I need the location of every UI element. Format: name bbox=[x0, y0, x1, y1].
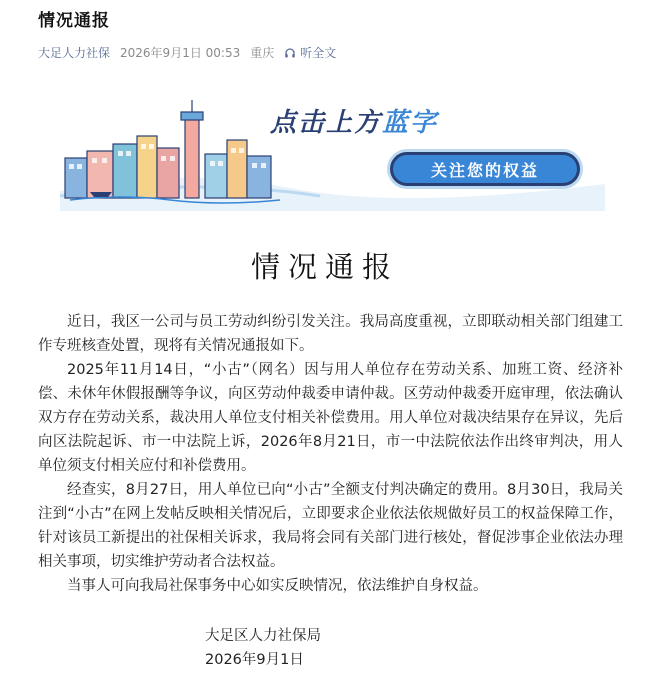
follow-banner[interactable] bbox=[60, 96, 605, 211]
banner-slogan-text: 点击上方 bbox=[270, 108, 383, 138]
notice-body bbox=[38, 310, 623, 598]
paragraph-2: 2025年11月14日，“小古”（网名）因与用人单位存在劳动关系、加班工资、经济补偿、未休年休假报酬等争议，向区劳动仲裁委申请仲裁。区劳动仲裁委开庭审理，依法确认双方存在劳动关系，裁决用人单位支付相关补偿费用。用人单位对裁决结果存在异议，先后向区法院起诉、市一中法院上诉，2026年8月21日，市一中法院依法作出终审判决，用人单位须支付相关应付和补偿费用。 bbox=[38, 362, 623, 474]
paragraph-3: 经查实，8月27日，用人单位已向“小古”全额支付判决确定的费用。8月30日，我局关注到“小古”在网上发帖反映相关情况后，立即要求企业依法依规做好员工的权益保障工作，针对该员工新提出的社保相关诉求，我局将会同有关部门进行核处，督促涉事企业依法办理相关事项，切实维护劳动者合法权益。 bbox=[38, 482, 623, 570]
article-meta bbox=[38, 44, 336, 61]
paragraph-4: 当事人可向我局社保事务中心如实反映情况，依法维护自身权益。 bbox=[67, 578, 488, 594]
account-name-link[interactable]: 大足人力社保 bbox=[38, 46, 111, 60]
headphones-icon bbox=[284, 47, 296, 59]
article-title: 情况通报 bbox=[38, 11, 110, 31]
signature-org: 大足区人力社保局 bbox=[205, 628, 321, 644]
listen-full-text-button[interactable] bbox=[284, 44, 336, 61]
banner-slogan bbox=[270, 102, 438, 139]
paragraph-1: 近日，我区一公司与员工劳动纠纷引发关注。我局高度重视，立即联动相关部门组建工作专班核查处置，现将有关情况通报如下。 bbox=[38, 314, 623, 354]
banner-slogan-highlight: 蓝字 bbox=[382, 108, 439, 138]
publish-location: 重庆 bbox=[250, 46, 275, 60]
follow-button-label: 关注您的权益 bbox=[430, 160, 539, 180]
signature-date: 2026年9月1日 bbox=[205, 652, 304, 668]
publish-datetime: 2026年9月1日 00:53 bbox=[120, 46, 241, 60]
skyline-illustration bbox=[65, 100, 280, 203]
listen-label: 听全文 bbox=[300, 46, 337, 60]
notice-heading: 情况通报 bbox=[250, 250, 399, 284]
follow-button[interactable] bbox=[390, 152, 580, 186]
